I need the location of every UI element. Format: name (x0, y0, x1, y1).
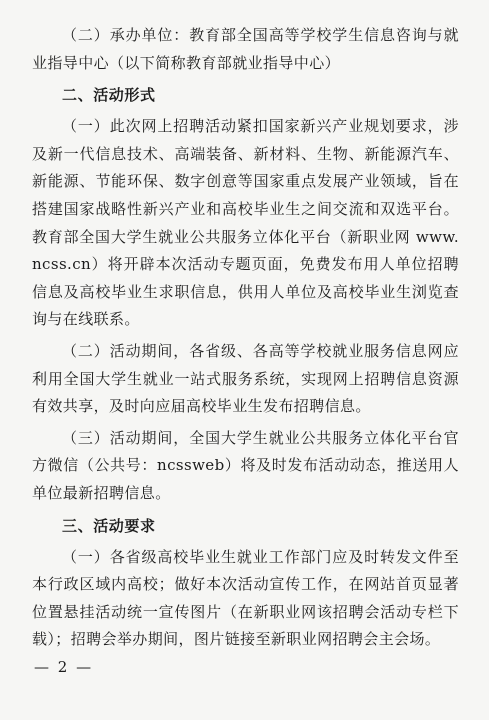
section-heading-format: 二、活动形式 (62, 86, 156, 105)
paragraph-requirements-1: （一）各省级高校毕业生就业工作部门应及时转发文件至本行政区域内高校；做好本次活动宣传工作，在网站首页显著位置悬挂活动统一宣传图片（在新职业网该招聘会活动专栏下载）；招聘会举办期间，图片链接至新职业网招聘会主会场。 (32, 547, 459, 649)
paragraph-organizer: （二）承办单位：教育部全国高等学校学生信息咨询与就业指导中心（以下简称教育部就业指导中心） (32, 26, 459, 72)
paragraph-format-1: （一）此次网上招聘活动紧扣国家新兴产业规划要求，涉及新一代信息技术、高端装备、新材料、生物、新能源汽车、新能源、节能环保、数字创意等国家重点发展产业领域，旨在搭建国家战略性新兴产业和高校毕业生之间交流和双选平台。教育部全国大学生就业公共服务立体化平台（新职业网 www.ncss.cn）将开辟本次活动专题页面，免费发布用人单位招聘信息及高校毕业生求职信息，供用人单位及高校毕业生浏览查询与在线联系。 (32, 117, 459, 329)
paragraph-format-3: （三）活动期间，全国大学生就业公共服务立体化平台官方微信（公共号：ncssweb）将及时发布活动动态，推送用人单位最新招聘信息。 (32, 428, 459, 502)
page-number: — 2 — (34, 658, 94, 676)
paragraph-format-2: （二）活动期间，各省级、各高等学校就业服务信息网应利用全国大学生就业一站式服务系统，实现网上招聘信息资源有效共享，及时向应届高校毕业生发布招聘信息。 (32, 341, 459, 416)
section-heading-requirements: 三、活动要求 (62, 516, 156, 535)
